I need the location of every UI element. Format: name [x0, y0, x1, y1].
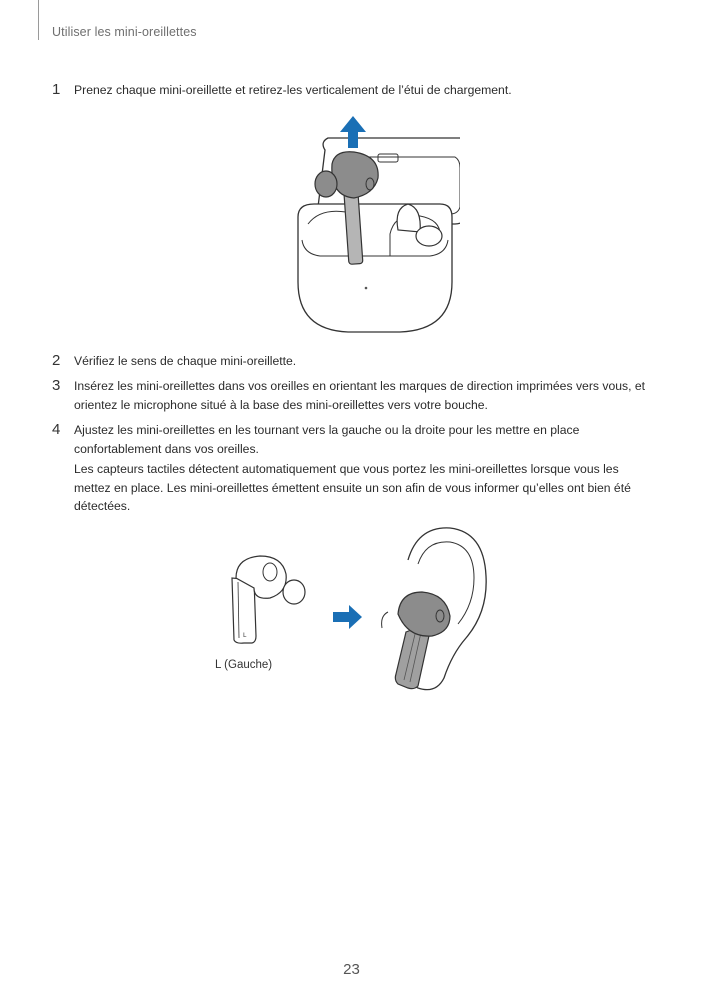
step-number: 1: [52, 81, 61, 98]
step-1: [52, 81, 652, 100]
step-3: [52, 377, 652, 414]
charging-case-illustration: [290, 112, 460, 342]
step-4: [52, 421, 652, 516]
figure-label-left: L (Gauche): [215, 659, 273, 671]
case-base: [298, 204, 452, 332]
step-text: Prenez chaque mini-oreillette et retirez-les verticalement de l’étui de chargement.: [74, 83, 512, 97]
step-text-sensor-note: Les capteurs tactiles détectent automatiquement que vous portez les mini-oreillettes lorsque vous les mettez en place. Les mini-oreillettes émettent ensuite un son afin de vous informer qu’elles ont bien été détectées.: [74, 462, 631, 513]
earbud-right-tip: [416, 226, 442, 246]
ear-with-earbud-illustration: [378, 520, 490, 695]
case-hinge: [378, 154, 398, 162]
lift-arrow-icon: [340, 116, 366, 148]
insert-arrow-icon: [333, 604, 363, 630]
earbud-tip: [283, 580, 305, 604]
step-number: 2: [52, 352, 61, 369]
step-text: Ajustez les mini-oreillettes en les tournant vers la gauche ou la droite pour les mettre en place confortablement dans vos oreilles.: [74, 423, 580, 456]
step-2: [52, 352, 652, 371]
earbud-left-illustration: [220, 548, 315, 648]
header-rule: [38, 0, 39, 40]
case-led: [365, 287, 368, 290]
step-text: Insérez les mini-oreillettes dans vos oreilles en orientant les marques de direction imprimées vers vous, et orientez le microphone situé à la base des mini-oreillettes vers votre bouche.: [74, 379, 646, 412]
step-text: Vérifiez le sens de chaque mini-oreillette.: [74, 354, 297, 368]
earbud-left-body: [332, 152, 378, 198]
earbud-body-in-ear: [398, 592, 450, 636]
earbud-l-mark: L: [243, 632, 247, 639]
earbud-left-tip: [315, 171, 337, 197]
page-number: 23: [343, 961, 360, 978]
step-number: 4: [52, 421, 61, 438]
page-header-title: Utiliser les mini-oreillettes: [52, 25, 197, 39]
step-number: 3: [52, 377, 61, 394]
